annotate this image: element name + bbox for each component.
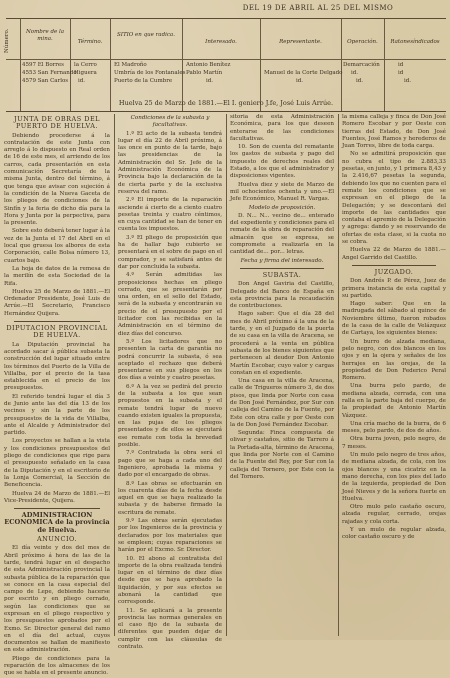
mining-registry-table — [6, 18, 446, 112]
paragraph: Una cría macho de la burra, de 6 meses, pelo pardo, de dos de años. — [342, 420, 446, 435]
paragraph: Sobre esto deberá tener lugar á la vez de la Junta el 17 del Abril en el local que gruesa los albores de esta Corporación, calle Bolsa número 13, cuartos bajo. — [4, 228, 110, 264]
section-title: ADMINISTRACION ECONOMICA de la provincia de Huelva. — [4, 511, 110, 534]
col-header-interested: Interesado. — [205, 39, 237, 45]
paragraph: 9.º Las obras serán ejecutadas por los Ingenieros de la provincia y declarados por los materiales que se empleen; cuyas reparaciones se harán por el Excmo. Sr. Director. — [118, 518, 222, 554]
paragraph: La Diputación provincial ha acordado sacar á pública subasta la construcción del lugar situado entre los términos del Puerto de la Villa de Villalba, por el precio de la tasa establecida en el precio de los presupuestos. — [4, 341, 110, 392]
section-title: JUZGADO. — [374, 267, 414, 276]
col-header-name: Nombre de la mina. — [25, 29, 65, 42]
paragraph: 7.º Contratada la obra será el pago que se haga a cada uno del Ingeniero, aprobada la misma y dado por el encargado de obras. — [118, 450, 222, 479]
table-cell: id. — [356, 78, 364, 84]
section-subtitle: ANUNCIO. — [36, 535, 78, 544]
section-title: JUNTA DE OBRAS DEL PUERTO DE HUELVA. — [13, 115, 101, 131]
col-header-observations: Ratonesíndicados — [390, 39, 440, 45]
section-title: SUBASTA. — [262, 270, 302, 279]
table-row: 4553 San Fernando — [22, 70, 77, 76]
table-cell: id. — [404, 78, 412, 84]
paragraph: El día veinte y dos del mes de Abril próximo á hora de las de la tarde, tendrá lugar en el despacho de esta Administración provincial la subasta pública de la reparación que se conoce en la casa especial del campo de Lepe, debiendo hacerse por escrito y en pliego cerrado, según las condiciones que se expresan en el pliego respectivo y los presupuestos aprobados por el Exmo. Sr. Director general del ramo en el día del actual, cuyos documentos se hallan de manifiesto en este administración. — [4, 545, 110, 654]
table-cell: la Cerro — [74, 62, 97, 68]
section-title: DIPUTACION PROVINCIAL DE HUELVA. — [6, 324, 108, 340]
paragraph: 1.º El acto de la subasta tendrá lugar el día 22 de Abril próximo, á las once en punto de la tarde, bajo las presidencias de la Administración del Sr. Jefe de la Administración Económica de la Provincia bajo la declaración de la de cierta parte y de la exclusiva reserva del ramo. — [118, 130, 222, 195]
column-1 — [4, 114, 110, 677]
table-cell: Antonio Benítez — [186, 62, 231, 68]
signature: Huelva 22 de Marzo de 1881.—Angel Garrido del Castillo. — [342, 247, 446, 261]
paragraph: Hago saber: Que en la madrugada del sábado al quince de Noviembre último, fueron robados de la casa de la calle de Velázquez de Cartaya, los siguientes bienes: — [342, 301, 446, 337]
table-cell: id — [398, 70, 404, 76]
paragraph: Un burro de alzada mediana, pelo negro, con dos blancos en los ojos y en la ojera y señales de los herrajes en las orejas, de la propiedad de Don Federico Peral Romero. — [342, 338, 446, 382]
paragraph: sitoria de esta Administración Económica, para los que deseen enterarse de las condiciones facultativas. — [230, 114, 334, 142]
paragraph: Otro mulo pelo castaño oscuro, alzada regular, cerrado, orejas rajadas y cola corta. — [342, 504, 446, 525]
paragraph: Debiendo procederse á la contratación de este Junta con arreglo á lo dispuesto en Real orden de 16 de este mes, el arriendo de los carros, cada presentación en esta comunicación Secretaría de la misma Junta, dentro del término, á que tenga que avisar con sujeción á la condición de la Nueva Gaceta de los pliegos de condiciones de la Sinfín y la feria de dicho día para la Hora y Junta por la perpectiva, para la presente. — [4, 132, 110, 227]
table-cell: id. — [296, 78, 304, 84]
paragraph: D. N... N... vecino de... enterado del expediente y condiciones para el remate de la obra de reparación del almacén que se expresa, se compromete a realizarla en la cantidad de... por... letras. — [230, 212, 334, 256]
paragraph: 3.º El pliego de proposición que ha de hallar bajo cubierto se presentará en el sobre de pago en el comprador, y se satisfará antes de dar por concluida la subasta. — [118, 234, 222, 270]
paragraph: Y un mulo de regular alzada, color castaño oscuro y de — [342, 527, 446, 541]
table-cell: Higuera — [74, 70, 97, 76]
table-cell: El Madroño — [114, 62, 147, 68]
paragraph: Pliego de condiciones para la reparación de los almacenes de los que se habla en el presente anuncio. — [4, 655, 110, 677]
paragraph: Hago saber: Que el día 28 del mes de Abril próximo á la una de la tarde, y en el Juzgado de la puerta de su casa en la villa de Aracena, se procederá a la venta en pública subasta de los bienes siguientes que pertenecen al deudor Don Antonio Martín Escobar, cuyo valor y cargas constan en el expediente. — [230, 311, 334, 376]
paragraph: 10. El abono al contratista del importe de la obra realizada tendrá lugar en el término de diez días desde que se haya aprobado la liquidación, y por sus efectos se abonará la cantidad que corresponde. — [118, 555, 222, 606]
col-header-site: SITIO en que radica. — [117, 32, 175, 38]
paragraph: 6.º A la vez se pedirá del precio de la subasta a los que sean propuestos en la subasta y el remate tendrá lugar de nuevo cuando existen iguales la propuesta, en las pujas de los pliegos presentados y de ellos se ejecutará ese remate con toda la brevedad posible. — [118, 383, 222, 449]
table-cell: id. — [206, 78, 214, 84]
number-column-label: Número. — [4, 28, 10, 53]
paragraph: 8.º Las obras se efectuarán en los cuarenta días de la fecha desde aquel en que se haya realizado la subasta y de haberse firmado la escritura de remate. — [118, 480, 222, 516]
table-cell: Demarcación — [343, 62, 380, 68]
paragraph: Una casa en la villa de Aracena, calle de Trigueros número 3, de dos pisos, que linda por Norte con casa de Don José Fernández, por Sur con calleja del Camino de la Fuente, por Este con otra calle y por Oeste con la de Don José Fernández Escobar. — [230, 378, 334, 428]
table-row: 4579 San Carlos — [22, 78, 69, 84]
paragraph: 4.º Serán admitidas las proposiciones hechas en pliego cerrado, que se presentarán por una orden, en el sello del Estado, será de la subasta y encontrarán su precio de el presupuesto por el licitador con las recibidas en la Administración en el término de diez días del concurso. — [118, 272, 222, 337]
paragraph: Los proyectos se hallan a la vista y los condiciones presupuestos del pliego de condiciones que rige para el presupuesto señalado en la casa de la Diputación y en el escritorio de la Lonja Comercial, la Sección de Beneficencia. — [4, 438, 110, 489]
col-header-term: Término. — [77, 39, 103, 45]
table-cell: Pablo Martín — [186, 70, 223, 76]
page-header: DEL 19 DE ABRIL AL 25 DEL MISMO — [242, 4, 394, 12]
table-row: 4597 El Borres — [22, 62, 64, 68]
paragraph: 5.º Los licitadores que no presenten la carta de garantía no podrá concurrir la subasta, ó sea aceptado el rechazo que deberá presentarse en sus pliegos en los dos días a veinte y cuatro pesetas. — [118, 338, 222, 382]
paragraph: El referido tendrá lugar el día 3 de Junio ante las del día 13 de los vecinos y sin la parte de los presupuestos de la vida de Villalba, ante el Alcalde y Administrador del partido. — [4, 393, 110, 437]
col-header-representative: Representante. — [279, 39, 322, 45]
paragraph: Una burra pelo pardo, de mediana alzada, cerrada, con una ralla en la parte baja del cuerpo, de la propiedad de Antonio Martín Vázquez. — [342, 383, 446, 419]
signature-line: Fecha y firma del interesado. — [240, 257, 324, 264]
table-cell: id. — [351, 70, 359, 76]
paragraph: Don Angel Gaviria del Castillo, Delegado del Banco de España en esta provincia para la recaudación de contribuciones. — [230, 281, 334, 310]
signature: Huelva 24 de Marzo de 1881.—El Vice-Presidente, Quijera. — [4, 490, 110, 504]
section-subtitle: Condiciones de la subasta y facultativas. — [130, 115, 210, 129]
paragraph: la misma calleja y finca de Don José Romero Escobar y por Oeste con tierras del Estado, de Don José Fuentes, José Ramos y herederos de Juan Torres, libre de toda carga. — [342, 114, 446, 150]
column-4 — [342, 114, 446, 636]
section-subtitle: Modelo de proposición. — [248, 204, 316, 211]
table-cell: Puerto de la Cumbre — [114, 78, 173, 84]
table-footer-signature: Huelva 25 de Marzo de 1881.—El I. geniero J.fe, José Luis Arrúe. — [118, 99, 334, 107]
col-header-operation: Operación. — [347, 39, 378, 45]
table-cell: Manuel de la Corte Delgado — [264, 70, 343, 76]
table-cell: Umbría de los Fontanales — [114, 70, 186, 76]
paragraph: Segunda: Finca compuesta de olivar y castaños, sitio de Tarrero á la Portada-alta, término de Aracena, que linda por Norte con el Camino de la Fuente del Rey, por Sur con la calleja del Tornero, por Este con la del Tornero. — [230, 430, 334, 480]
signature: Huelva diez y siete de Marzo de mil ochocientos ochenta y uno.—El Jefe Económico, Manuel R. Vargas. — [230, 181, 334, 203]
paragraph: 11. Se aplicará a la presente provincia las normas generales en el caso fijo de la subasta de diferentes que pueden dejar de cumplir con las cláusulas de contrato. — [118, 607, 222, 651]
paragraph: 10. Son de cuenta del rematante los gastos de subasta y pago del impuesto de derechos reales del Estado, a los que el administrador y disposiciones vigentes. — [230, 144, 334, 180]
paragraph: 2.º El importe de la reparación asciende á cierto de a ciento cuatro pesetas treinta y cuatro céntimos, en cuya cantidad se han de tener en cuenta los impuestos. — [118, 197, 222, 233]
paragraph: Don Andrés P. de Pérez, Juez de primera instancia de esta capital y su partido. — [342, 278, 446, 299]
table-cell: id — [398, 62, 404, 68]
paragraph: No se admitirá proposición que no cubra el tipo de 2.883,33 pesetas, en junto, y 1 primera 8,43 y la 2.416,67 pesetas la segunda, debiendo los que no cuenten para el remate los condiciones que se expresan en el pliego de la Delegación; y se descontará del importe de las cantidades que contaba el apremio de la Delegación y agrega: dando y se reservando de ofertas de esta clase, si la cuota no se cobra. — [342, 151, 446, 246]
signature: Huelva 25 de Marzo de 1881.—El Ordenador Presidente, José Luis de Arrúe.—El Secretario, Francisco Hernández Quijera. — [4, 288, 110, 317]
paragraph: Otra burra joven, pelo negro, de 7 meses. — [342, 436, 446, 450]
table-cell: id. — [78, 78, 86, 84]
paragraph: La hoja de datos de la remesa de la merilín de esta Sociedad de la Rifa. — [4, 265, 110, 287]
column-3 — [230, 114, 334, 636]
column-2 — [118, 114, 222, 651]
paragraph: Un mulo pelo negro de tres años, de mediana alzada, de cola, con los ojos blancos y una cicatriz en la mano derecha, con los pies del lado de la izquierda, propiedad de Don José Nieves y de la señora fuerte en Huelva. — [342, 452, 446, 502]
